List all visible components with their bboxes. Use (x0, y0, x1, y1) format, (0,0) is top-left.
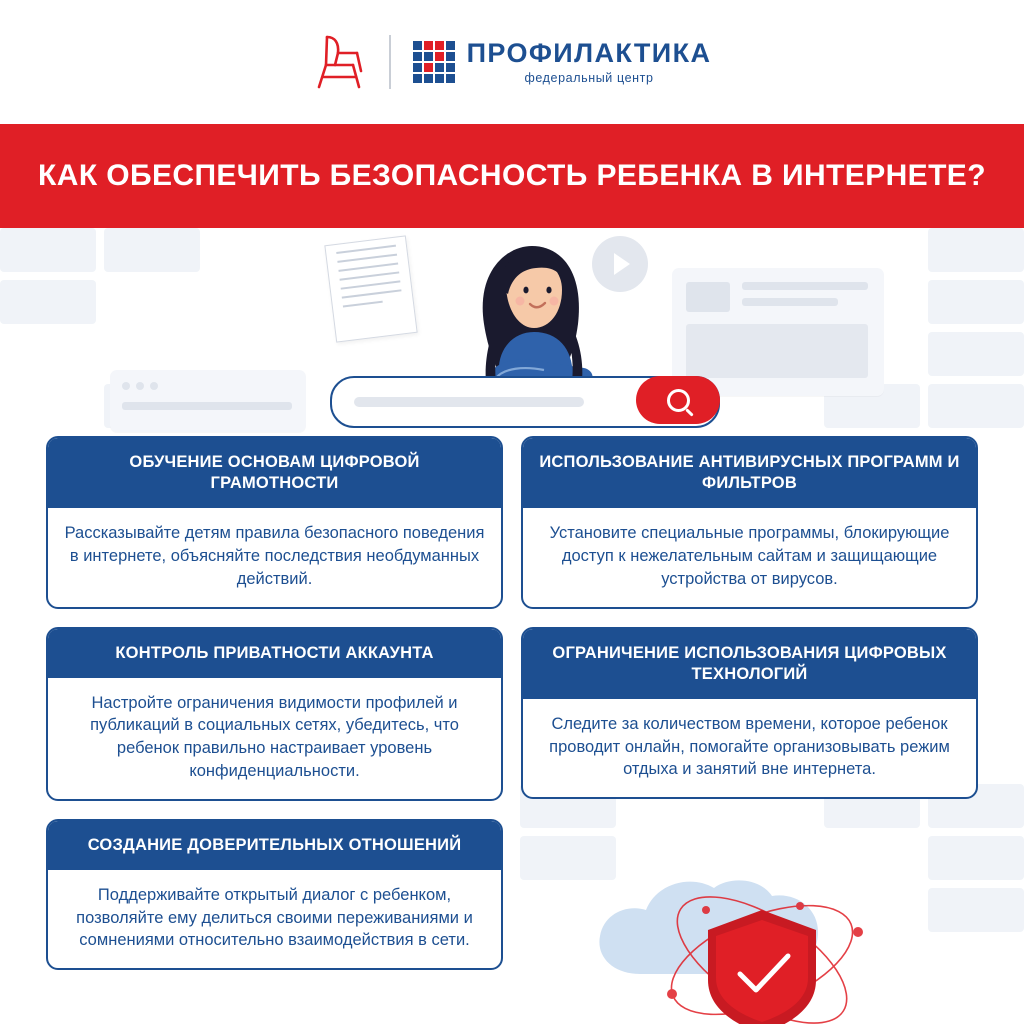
logo-title: ПРОФИЛАКТИКА (466, 37, 712, 68)
magnifier-icon (667, 389, 690, 412)
title-banner (0, 124, 1024, 228)
logo-subtitle: федеральный центр (524, 70, 654, 85)
tip-card-title: ИСПОЛЬЗОВАНИЕ АНТИВИРУСНЫХ ПРОГРАММ И ФИЛЬТРОВ (523, 438, 976, 508)
page-title: КАК ОБЕСПЕЧИТЬ БЕЗОПАСНОСТЬ РЕБЕНКА В ИНТЕРНЕТЕ? (38, 159, 986, 193)
tip-card-title: ОГРАНИЧЕНИЕ ИСПОЛЬЗОВАНИЯ ЦИФРОВЫХ ТЕХНОЛОГИЙ (523, 629, 976, 699)
search-button[interactable] (636, 376, 720, 424)
browser-window-left (110, 370, 306, 432)
tip-card-text: Следите за количеством времени, которое ребенок проводит онлайн, помогайте организовывать режим отдыха и занятий вне интернета. (549, 714, 950, 779)
search-input[interactable] (354, 397, 584, 407)
logo-divider (389, 35, 391, 89)
tip-card (46, 819, 503, 970)
tips-section (0, 436, 1024, 970)
search-bar[interactable] (330, 376, 720, 428)
tip-card-title: КОНТРОЛЬ ПРИВАТНОСТИ АККАУНТА (48, 629, 501, 678)
grid-logo-icon (413, 41, 455, 83)
tip-card-title: ОБУЧЕНИЕ ОСНОВАМ ЦИФРОВОЙ ГРАМОТНОСТИ (48, 438, 501, 508)
chair-icon (313, 31, 367, 93)
tip-card-title: СОЗДАНИЕ ДОВЕРИТЕЛЬНЫХ ОТНОШЕНИЙ (48, 821, 501, 870)
document-icon (324, 235, 417, 342)
center-logo (413, 37, 712, 85)
tip-card (521, 436, 978, 609)
tip-card-text: Рассказывайте детям правила безопасного поведения в интернете, объясняйте последствия необдуманных действий. (64, 524, 485, 588)
tip-card (46, 436, 503, 609)
hero-illustration (0, 228, 1024, 442)
tip-card-text: Установите специальные программы, блокирующие доступ к нежелательным сайтам и защищающие устройства от вирусов. (549, 524, 950, 588)
tip-card (46, 627, 503, 801)
tip-card-text: Поддерживайте открытый диалог с ребенком, позволяйте ему делиться своими переживаниями и сомнениями относительно взаимодействия в сети. (76, 885, 473, 950)
brand-header (0, 0, 1024, 124)
tip-card (521, 627, 978, 800)
tip-card-text: Настройте ограничения видимости профилей и публикаций в социальных сетях, убедитесь, что ребенок правильно настраивает уровень конфиденциальности. (90, 693, 459, 780)
